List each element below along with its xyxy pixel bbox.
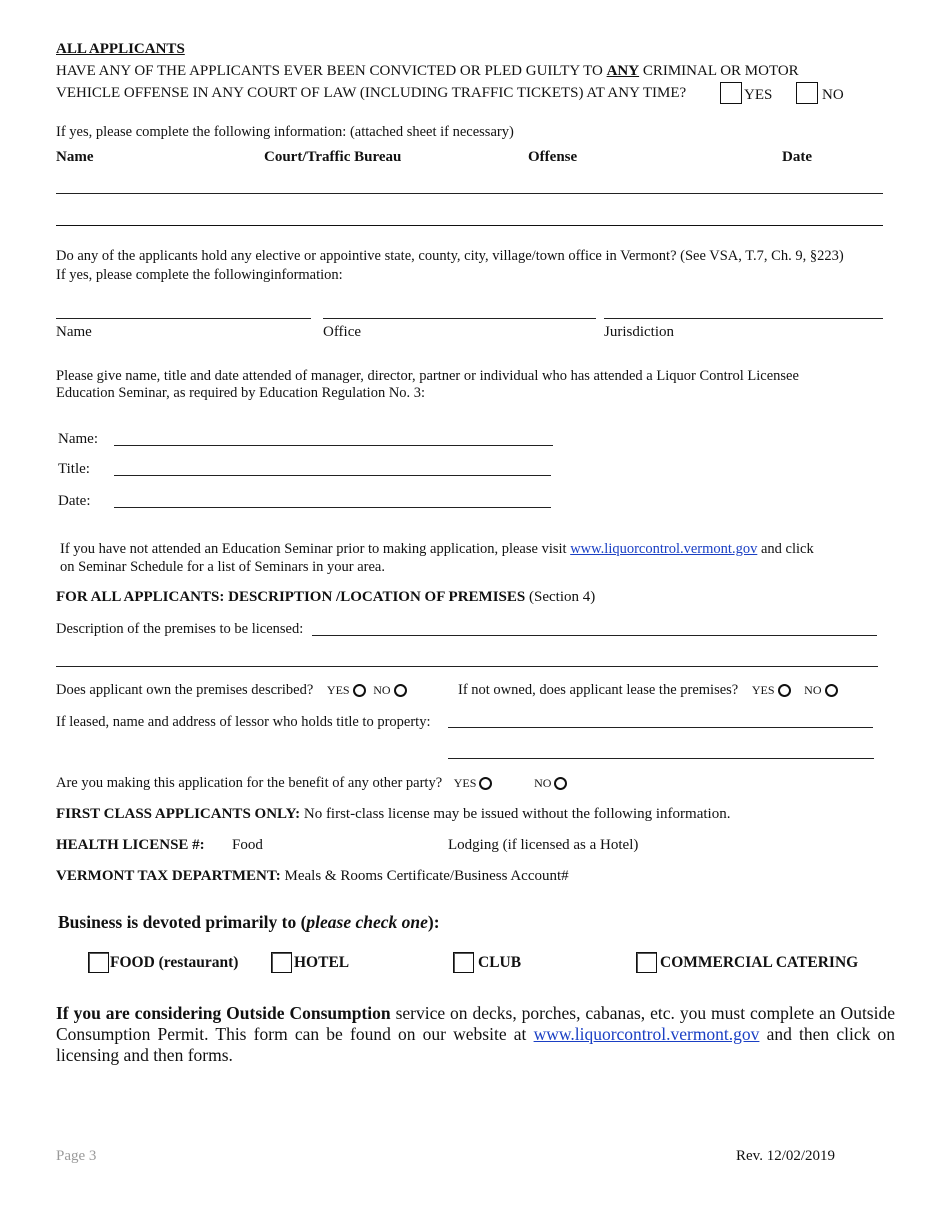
business-club-checkbox[interactable] [453, 952, 474, 973]
conviction-question-part1: HAVE ANY OF THE APPLICANTS EVER BEEN CONVICTED OR PLED GUILTY TO [56, 63, 603, 79]
office-name-label: Name [56, 324, 92, 340]
business-hotel-label: HOTEL [294, 954, 350, 971]
seminar-website-link[interactable]: www.liquorcontrol.vermont.gov [570, 541, 758, 557]
conviction-yes-label: YES [744, 87, 773, 103]
office-name-field[interactable] [56, 318, 311, 319]
business-hotel-checkbox[interactable] [271, 952, 292, 973]
seminar-note-line1 [60, 541, 814, 558]
premises-description-label: Description of the premises to be licensed: [56, 621, 304, 637]
tax-label: VERMONT TAX DEPARTMENT: [56, 868, 281, 884]
premises-heading: FOR ALL APPLICANTS: DESCRIPTION /LOCATION OF PREMISES [56, 589, 526, 605]
benefit-no-radio[interactable] [554, 777, 567, 790]
conviction-question-part2: CRIMINAL OR MOTOR [642, 63, 799, 79]
lease-no-label: NO [804, 683, 822, 697]
benefit-no-label: NO [534, 776, 552, 790]
seminar-name-field[interactable] [114, 445, 553, 446]
column-header-court: Court/Traffic Bureau [264, 149, 402, 165]
lease-question: If not owned, does applicant lease the premises? [458, 682, 739, 698]
conviction-no-checkbox[interactable] [796, 82, 818, 104]
seminar-intro-line1: Please give name, title and date attended of manager, director, partner or individual who has attended a Liquor Control Licensee [56, 368, 799, 384]
business-club-label: CLUB [478, 954, 522, 971]
health-lodging-label: Lodging (if licensed as a Hotel) [448, 837, 639, 853]
seminar-title-label: Title: [58, 461, 90, 477]
lessor-label: If leased, name and address of lessor who holds title to property: [56, 714, 431, 730]
lessor-field-2[interactable] [448, 758, 874, 759]
column-header-date: Date [782, 149, 812, 165]
first-class-row [56, 806, 730, 823]
benefit-question: Are you making this application for the benefit of any other party? [56, 775, 443, 791]
conviction-no-label: NO [822, 87, 844, 103]
conviction-question-line2: VEHICLE OFFENSE IN ANY COURT OF LAW (INCLUDING TRAFFIC TICKETS) AT ANY TIME? [56, 85, 687, 101]
benefit-yes-radio[interactable] [479, 777, 492, 790]
conviction-intro: If yes, please complete the following information: (attached sheet if necessary) [56, 124, 514, 140]
office-office-field[interactable] [323, 318, 596, 319]
conviction-yes-checkbox[interactable] [720, 82, 742, 104]
office-jurisdiction-label: Jurisdiction [604, 324, 674, 340]
seminar-note-line2: on Seminar Schedule for a list of Seminars in your area. [60, 559, 385, 575]
business-food-label: FOOD (restaurant) [110, 954, 239, 971]
column-header-offense: Offense [528, 149, 578, 165]
business-heading-italic: please check one [306, 912, 428, 932]
premises-description-field[interactable] [312, 635, 877, 636]
health-food-label: Food [232, 837, 263, 853]
lease-yes-label: YES [751, 683, 775, 697]
business-catering-label: COMMERCIAL CATERING [660, 954, 859, 971]
own-no-label: NO [373, 683, 391, 697]
first-class-text: No first-class license may be issued without the following information. [303, 806, 731, 822]
tax-row [56, 868, 569, 885]
benefit-yes-label: YES [453, 776, 477, 790]
conviction-entry-line-2[interactable] [56, 225, 883, 226]
office-question-line2: If yes, please complete the followinginformation: [56, 267, 343, 283]
conviction-question-line1 [56, 63, 799, 80]
lessor-field-1[interactable] [448, 727, 873, 728]
seminar-intro-line2: Education Seminar, as required by Education Regulation No. 3: [56, 385, 426, 401]
section-title-all-applicants: ALL APPLICANTS [56, 41, 185, 57]
premises-heading-row [56, 589, 595, 606]
column-header-name: Name [56, 149, 94, 165]
own-no-radio[interactable] [394, 684, 407, 697]
lease-yes-radio[interactable] [778, 684, 791, 697]
conviction-entry-line-1[interactable] [56, 193, 883, 194]
own-question-row [56, 682, 407, 699]
office-jurisdiction-field[interactable] [604, 318, 883, 319]
outside-consumption-paragraph [56, 1003, 895, 1066]
seminar-date-field[interactable] [114, 507, 551, 508]
first-class-heading: FIRST CLASS APPLICANTS ONLY: [56, 806, 301, 822]
tax-text: Meals & Rooms Certificate/Business Account# [284, 868, 569, 884]
outside-website-link[interactable]: www.liquorcontrol.vermont.gov [533, 1024, 760, 1044]
office-office-label: Office [323, 324, 362, 340]
page-number: Page 3 [56, 1148, 97, 1164]
seminar-name-label: Name: [58, 431, 98, 447]
own-yes-radio[interactable] [353, 684, 366, 697]
own-yes-label: YES [326, 683, 350, 697]
seminar-title-field[interactable] [114, 475, 551, 476]
business-heading-part2: ): [427, 912, 440, 932]
seminar-note-part2: and click [760, 541, 814, 557]
revision-date: Rev. 12/02/2019 [736, 1148, 836, 1164]
premises-description-field-2[interactable] [56, 666, 878, 667]
health-license-label: HEALTH LICENSE #: [56, 837, 205, 853]
benefit-question-row [56, 775, 567, 792]
conviction-question-emph: ANY [606, 63, 640, 79]
outside-text-part1: service on decks, porches, cabanas, etc. you must complete an Outside Consumption Permit. This form can be found on our website at [56, 1003, 896, 1044]
seminar-note-part1: If you have not attended an Education Seminar prior to making application, please visit [60, 541, 567, 557]
outside-bold-lead: If you are considering Outside Consumption [56, 1003, 391, 1023]
business-heading [58, 912, 440, 933]
seminar-date-label: Date: [58, 493, 91, 509]
premises-section: (Section 4) [529, 589, 596, 605]
office-question-line1: Do any of the applicants hold any elective or appointive state, county, city, village/town office in Vermont? (See VSA, T.7, Ch. 9, §223) [56, 248, 844, 264]
business-food-checkbox[interactable] [88, 952, 109, 973]
business-catering-checkbox[interactable] [636, 952, 657, 973]
business-heading-part1: Business is devoted primarily to ( [58, 912, 307, 932]
own-question: Does applicant own the premises described? [56, 682, 314, 698]
outside-text-part2: and then click on licensing and then forms. [56, 1024, 896, 1065]
lease-no-radio[interactable] [825, 684, 838, 697]
lease-question-row [458, 682, 838, 699]
